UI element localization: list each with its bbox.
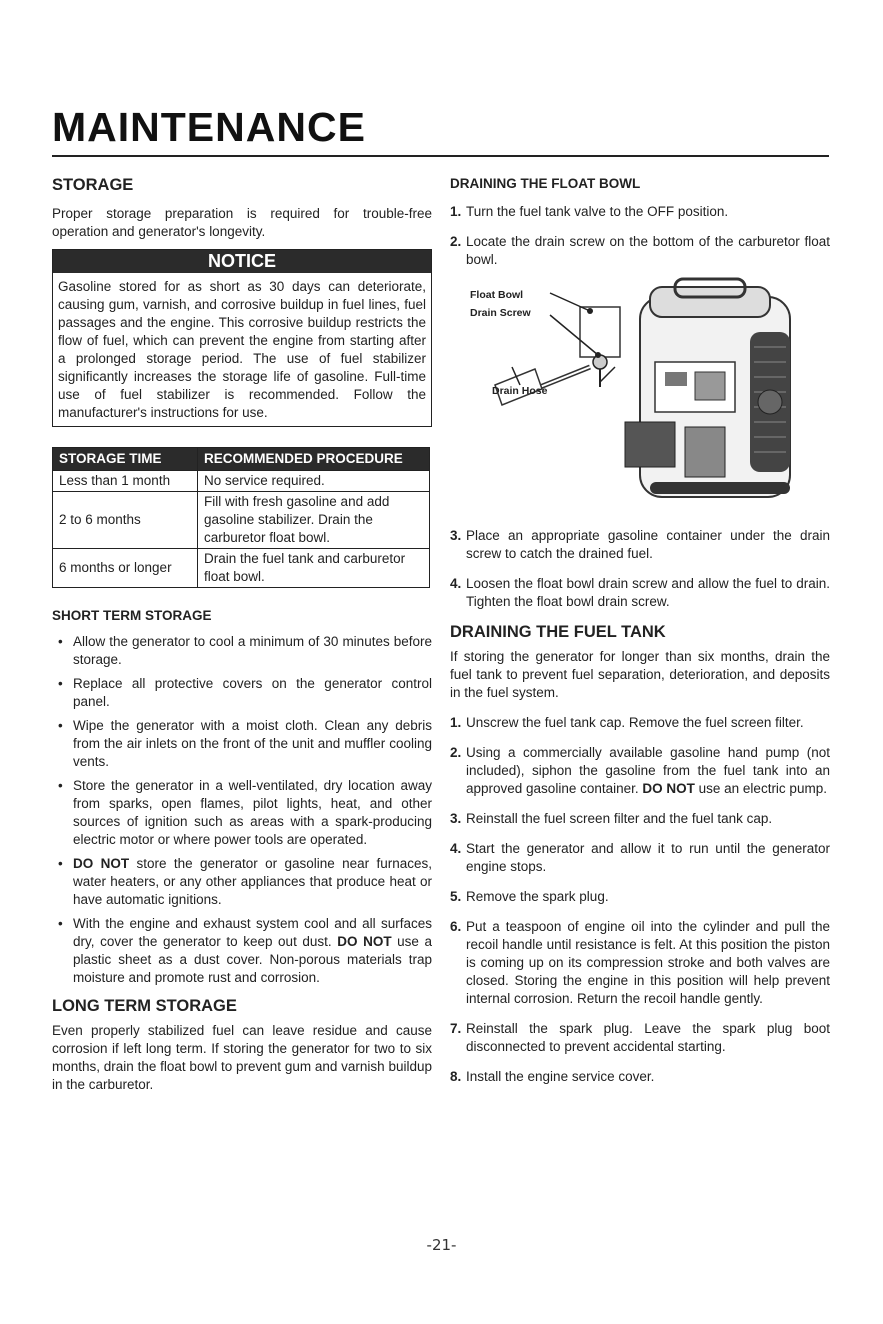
step-number: 1. [450,204,462,219]
step-item [450,203,830,221]
table-cell: Drain the fuel tank and carburetor float bowl. [198,549,430,588]
storage-heading: STORAGE [52,176,134,194]
warning-text: DO NOT [337,934,392,949]
right-column [450,176,830,1098]
step-item [450,744,830,798]
step-number: 6. [450,919,462,934]
table-row [53,492,430,549]
list-item: • Replace all protective covers on the generator control panel. [52,675,432,711]
table-header-row [53,448,430,471]
step-text: Using a commercially available gasoline hand pump (not included), siphon the gasoline from the fuel tank into an approved gasoline container. [466,745,830,796]
step-item [450,1020,830,1056]
short-term-list [52,633,432,987]
list-item-text: use a plastic sheet as a dust cover. Non-porous materials trap moisture and promote rust and corrosion. [73,934,433,985]
step-text: Loosen the float bowl drain screw and allow the fuel to drain. Tighten the float bowl drain screw. [466,576,830,609]
drain-screw-callout: Drain Screw [470,307,531,319]
step-text: Install the engine service cover. [466,1069,655,1084]
step-number: 2. [450,745,462,760]
step-text: Remove the spark plug. [466,889,609,904]
float-bowl-steps [450,203,830,269]
left-column [52,176,432,1094]
step-number: 4. [450,841,462,856]
storage-intro: Proper storage preparation is required for trouble-free operation and generator's longevity. [52,206,432,239]
table-cell: 6 months or longer [53,549,198,588]
table-cell: No service required. [198,471,430,492]
step-text: Turn the fuel tank valve to the OFF position. [466,204,729,219]
carburetor-figure [450,277,830,517]
drain-hose-callout: Drain Hose [492,385,548,397]
table-cell: Less than 1 month [53,471,198,492]
step-item [450,575,830,611]
table-header-storage-time: STORAGE TIME [53,448,198,471]
storage-table [52,447,430,588]
warning-text: DO NOT [642,781,695,796]
step-number: 8. [450,1069,462,1084]
long-term-text: Even properly stabilized fuel can leave residue and cause corrosion if left long term. If storing the generator for two to six months, drain the float bowl to prevent gum and varnish buildup in the carburetor. [52,1023,432,1092]
table-cell: 2 to 6 months [53,492,198,549]
step-item [450,527,830,563]
page-number: -21- [426,1236,457,1254]
float-bowl-callout: Float Bowl [470,289,524,301]
table-cell: Fill with fresh gasoline and add gasoline stabilizer. Drain the carburetor float bowl. [198,492,430,549]
table-row [53,471,430,492]
fuel-tank-intro: If storing the generator for longer than six months, drain the fuel tank to prevent fuel separation, deterioration, and deposits in the fuel system. [450,649,830,700]
fuel-tank-heading: DRAINING THE FUEL TANK [450,623,666,641]
list-item: • Store the generator in a well-ventilated, dry location away from sparks, open flames, pilot lights, heat, and other sources of ignition such as areas with a spark-producing electric motor or where power tools are operated. [52,777,432,849]
step-text: Put a teaspoon of engine oil into the cylinder and pull the recoil handle until resistance is felt. At this position the piston is coming up on its compression stroke and both valves are closed. Storing the engine in this position will help prevent internal corrosion. Return the recoil handle gently. [466,919,830,1006]
list-item [52,915,432,987]
step-number: 5. [450,889,462,904]
title-divider [52,155,829,157]
step-item [450,888,830,906]
list-item: • Wipe the generator with a moist cloth. Clean any debris from the air inlets on the front of the unit and muffler cooling vents. [52,717,432,771]
step-item [450,714,830,732]
list-item [52,855,432,909]
step-number: 3. [450,528,462,543]
warning-text: DO NOT [73,856,130,871]
step-item [450,810,830,828]
step-text: Unscrew the fuel tank cap. Remove the fuel screen filter. [466,715,804,730]
fuel-tank-steps [450,714,830,1086]
step-number: 2. [450,234,462,249]
short-term-heading: SHORT TERM STORAGE [52,608,212,623]
page-title: MAINTENANCE [52,104,366,150]
long-term-heading: LONG TERM STORAGE [52,997,237,1015]
step-text: Reinstall the fuel screen filter and the fuel tank cap. [466,811,773,826]
table-header-procedure: RECOMMENDED PROCEDURE [198,448,430,471]
list-item-text: With the engine and exhaust system cool and all surfaces dry, cover the generator to keep out dust. [73,916,432,949]
notice-text: Gasoline stored for as short as 30 days can deteriorate, causing gum, varnish, and corrosive buildup in fuel lines, fuel passages and the engine. This corrosive buildup restricts the flow of fuel, which can prevent the engine from starting after a prolonged storage period. The use of fuel stabilizer significantly increases the storage life of gasoline. Full-time use of fuel stabilizer is recommended. Follow the manufacturer's instructions for use. [58,279,426,420]
step-text: Place an appropriate gasoline container under the drain screw to catch the drained fuel. [466,528,830,561]
step-item [450,840,830,876]
step-number: 1. [450,715,462,730]
notice-title: NOTICE [53,250,431,273]
step-text: use an electric pump. [694,781,827,796]
step-item [450,918,830,1008]
step-number: 4. [450,576,462,591]
step-text: Start the generator and allow it to run until the generator engine stops. [466,841,830,874]
step-text: Reinstall the spark plug. Leave the spark plug boot disconnected to prevent accidental starting. [466,1021,830,1054]
table-row [53,549,430,588]
float-bowl-steps-continued [450,527,830,611]
float-bowl-heading: DRAINING THE FLOAT BOWL [450,176,641,191]
notice-box [52,249,432,427]
step-item [450,233,830,269]
step-number: 7. [450,1021,462,1036]
step-text: Locate the drain screw on the bottom of the carburetor float bowl. [466,234,830,267]
list-item: • Allow the generator to cool a minimum of 30 minutes before storage. [52,633,432,669]
step-item [450,1068,830,1086]
step-number: 3. [450,811,462,826]
list-item-text: store the generator or gasoline near furnaces, water heaters, or any other appliances that produce heat or have automatic ignitions. [73,856,433,907]
